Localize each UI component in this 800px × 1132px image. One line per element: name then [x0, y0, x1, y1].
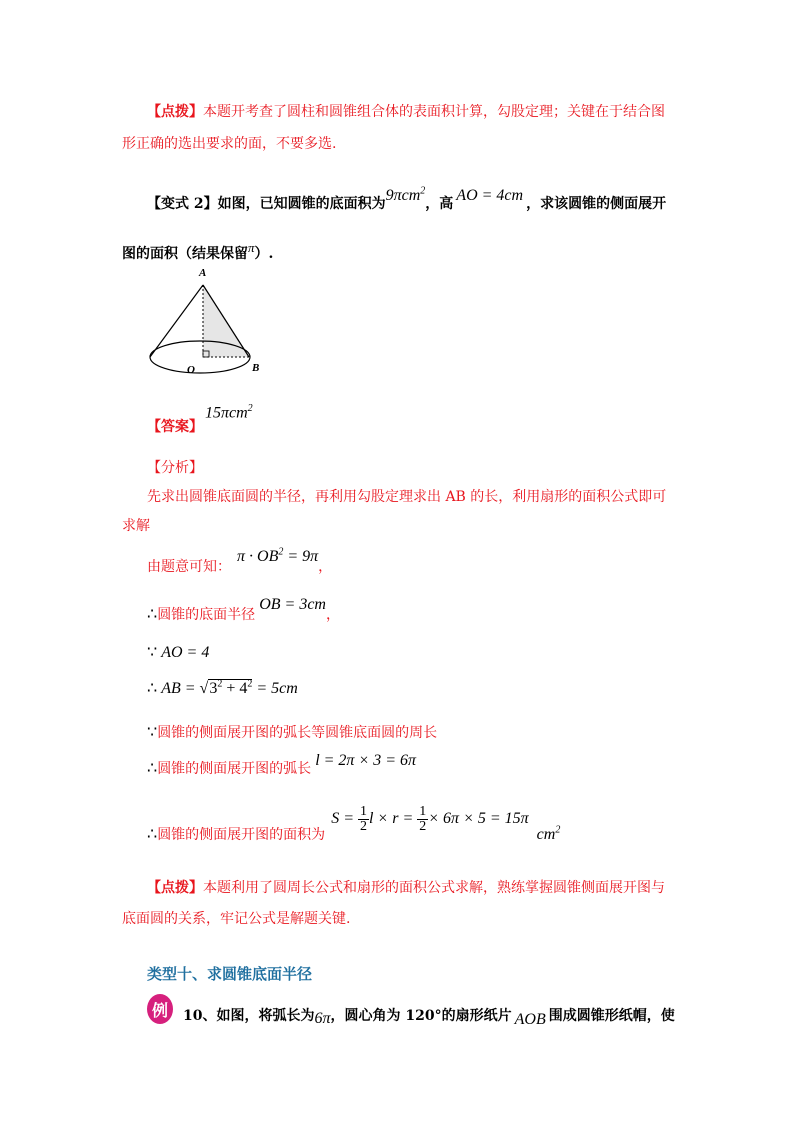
step-expression: AO = 4 — [161, 644, 210, 661]
note-tag-2: 【点拨】 — [147, 880, 203, 896]
step-text: 圆锥的底面半径 — [157, 607, 256, 623]
therefore-symbol: ∴ — [147, 826, 158, 844]
section-title: 类型十、求圆锥底面半径 — [147, 965, 313, 983]
cone-figure — [145, 265, 270, 380]
step-text: 圆锥的侧面展开图的弧长等圆锥底面圆的周长 — [157, 725, 438, 741]
step-expression — [161, 680, 298, 697]
area-formula — [331, 804, 529, 834]
variant-tag: 【变式 2】 — [147, 196, 218, 212]
because-symbol: ∵ — [147, 644, 158, 661]
therefore-symbol: ∴ — [147, 606, 158, 623]
note-line-2: 形正确的选出要求的面，不要多选. — [122, 136, 337, 152]
pi-symbol: π — [248, 240, 255, 255]
step-text: 圆锥的侧面展开图的弧长 — [157, 761, 312, 777]
unit-exponent: 2 — [555, 824, 561, 836]
answer-tag: 【答案】 — [147, 419, 203, 435]
step-expression: l = 2π × 3 = 6π — [315, 752, 417, 769]
variant-2-problem-line-2 — [122, 240, 274, 263]
analysis-line-2: 求解 — [122, 518, 150, 534]
formula-mid: l × r = — [368, 810, 418, 828]
expr-exponent: 2 — [278, 546, 284, 558]
unit-text: cm — [536, 826, 556, 844]
variant-2-problem — [147, 185, 667, 213]
example-text-c: 围成圆锥形纸帽，使 — [548, 1008, 675, 1024]
step-expression — [237, 548, 318, 565]
answer-number: 15πcm — [205, 404, 248, 422]
therefore-symbol: ∴ — [147, 760, 158, 777]
analysis-step-1 — [147, 546, 333, 575]
fraction-half-2 — [417, 805, 428, 834]
area-unit — [537, 826, 561, 843]
formula-s: S = — [331, 810, 358, 828]
fraction-numerator: 1 — [359, 804, 367, 819]
note-line: 本题开考查了圆柱和圆锥组合体的表面积计算，勾股定理；关键在于结合图 — [203, 104, 665, 120]
analysis-step-4 — [147, 678, 298, 698]
label-b: B — [252, 362, 260, 374]
analysis-tag: 【分析】 — [147, 460, 203, 476]
analysis-step-6 — [147, 750, 417, 777]
expr-part: π · OB — [237, 548, 279, 565]
example-text-a: 10、如图，将弧长为 — [183, 1008, 315, 1024]
fraction-denominator-2: 2 — [419, 819, 427, 834]
step-text: 圆锥的侧面展开图的面积为 — [157, 827, 326, 844]
area-expression — [386, 187, 426, 204]
radicand-exp-a: 2 — [217, 678, 223, 690]
area-value: 9πcm — [385, 187, 421, 204]
arc-expression: 6π — [314, 1010, 331, 1027]
sector-name: AOB — [514, 1011, 546, 1028]
problem-line2-text: 图的面积（结果保留 — [122, 246, 248, 262]
analysis-step-5 — [147, 722, 437, 742]
note-tag: 【点拨】 — [147, 104, 203, 120]
note-line-2a: 本题利用了圆周长公式和扇形的面积公式求解，熟练掌握圆锥侧面展开图与 — [203, 880, 665, 896]
answer-exponent: 2 — [247, 403, 253, 414]
analysis-line-1: 先求出圆锥底面圆的半径，再利用勾股定理求出 AB 的长，利用扇形的面积公式即可 — [147, 489, 667, 505]
problem-line2-end: ）. — [254, 246, 274, 262]
note-line-2b: 底面圆的关系，牢记公式是解题关键. — [122, 911, 351, 927]
analysis-step-2 — [147, 594, 340, 623]
therefore-symbol: ∴ — [147, 680, 158, 697]
problem-text-c: ，求该圆锥的侧面展开 — [526, 196, 667, 212]
problem-text-b: ，高 — [425, 196, 454, 212]
fraction-numerator-2: 1 — [419, 804, 427, 819]
step-text: 由题意可知： — [147, 559, 231, 575]
expr-part: AB = — [161, 680, 200, 697]
sqrt-radicand — [208, 679, 252, 697]
cone-left-edge — [150, 285, 203, 357]
height-expression: AO = 4cm — [456, 187, 524, 204]
step-tail: ， — [318, 559, 333, 575]
fraction-half — [358, 805, 369, 834]
note-paragraph-2 — [147, 877, 665, 897]
expr-part-b: = 9π — [283, 548, 319, 565]
example-10-problem — [183, 1005, 675, 1028]
analysis-step-3 — [147, 642, 209, 662]
radicand-b: + 4 — [222, 680, 248, 697]
label-o: O — [187, 364, 195, 376]
problem-text: 如图，已知圆锥的底面积为 — [217, 196, 386, 212]
sqrt-sign-icon: √ — [199, 680, 209, 697]
note-paragraph-1 — [147, 101, 665, 121]
because-symbol: ∵ — [147, 724, 158, 741]
example-badge: 例 — [147, 994, 173, 1024]
step-expression: OB = 3cm — [259, 596, 326, 613]
label-a: A — [199, 267, 207, 279]
step-tail: ， — [325, 607, 340, 623]
fraction-denominator: 2 — [359, 819, 367, 834]
answer-value — [205, 403, 253, 422]
formula-end: × 6π × 5 = 15π — [428, 810, 529, 828]
analysis-step-7 — [147, 804, 561, 844]
radicand-a: 3 — [209, 680, 218, 697]
example-text-b: ，圆心角为 120°的扇形纸片 — [330, 1008, 512, 1024]
area-exponent: 2 — [420, 185, 426, 197]
radicand-exp-b: 2 — [247, 678, 253, 690]
expr-part-b: = 5cm — [252, 680, 298, 697]
